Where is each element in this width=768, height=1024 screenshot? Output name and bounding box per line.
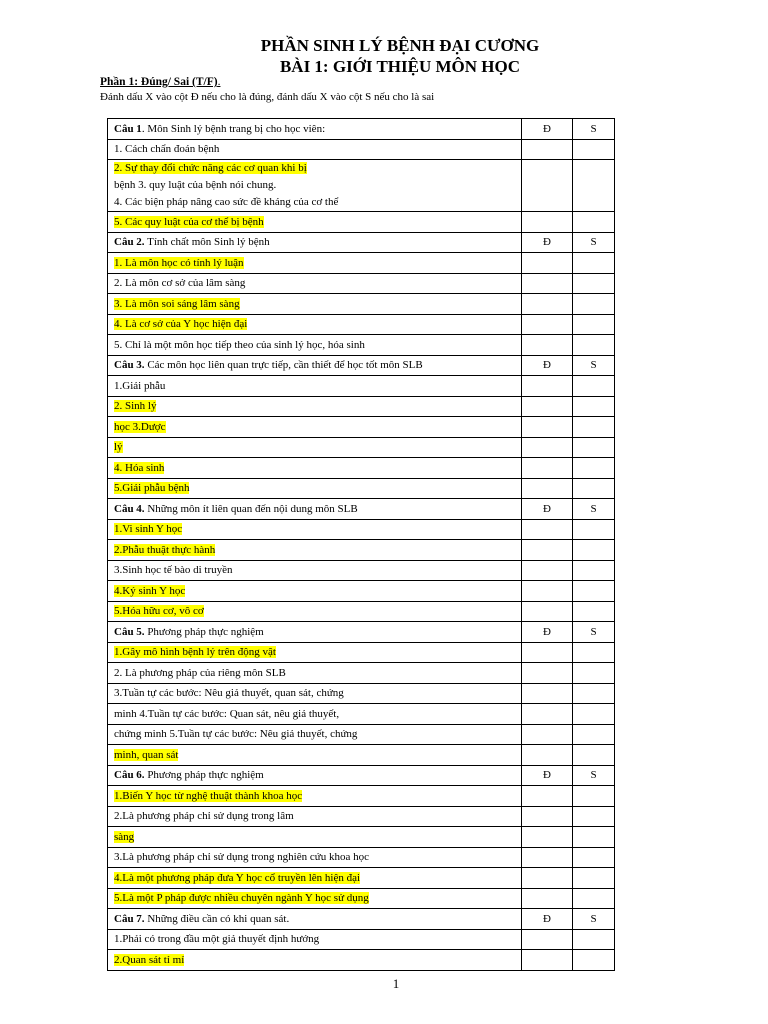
- true-column-header: Đ: [522, 622, 573, 643]
- answer-cell: chứng minh 5.Tuần tự các bước: Nêu giả thuyết, chứng: [108, 724, 522, 745]
- question-row: [108, 119, 615, 140]
- false-column-header: S: [573, 622, 615, 643]
- answer-row: [108, 847, 615, 868]
- false-mark-cell[interactable]: [573, 868, 615, 889]
- true-mark-cell[interactable]: [522, 786, 573, 807]
- true-mark-cell[interactable]: [522, 581, 573, 602]
- answer-row: [108, 683, 615, 704]
- answer-row: [108, 724, 615, 745]
- true-mark-cell[interactable]: [522, 806, 573, 827]
- answer-cell: 3.Sinh học tế bào di truyền: [108, 560, 522, 581]
- false-mark-cell[interactable]: [573, 847, 615, 868]
- answer-cell: 5. Chỉ là một môn học tiếp theo của sinh lý học, hóa sinh: [108, 335, 522, 356]
- question-table: [107, 118, 615, 971]
- answer-cell: 2.Quan sát tỉ mỉ: [108, 950, 522, 971]
- false-mark-cell[interactable]: [573, 704, 615, 725]
- true-mark-cell[interactable]: [522, 745, 573, 766]
- answer-row: [108, 335, 615, 356]
- answer-cell: minh, quan sát: [108, 745, 522, 766]
- question-cell: Câu 2. Tính chất môn Sinh lý bệnh: [108, 232, 522, 253]
- false-mark-cell[interactable]: [573, 253, 615, 274]
- true-mark-cell[interactable]: [522, 160, 573, 212]
- false-mark-cell[interactable]: [573, 335, 615, 356]
- false-mark-cell[interactable]: [573, 376, 615, 397]
- answer-row: [108, 827, 615, 848]
- answer-row: [108, 950, 615, 971]
- true-column-header: Đ: [522, 355, 573, 376]
- false-mark-cell[interactable]: [573, 478, 615, 499]
- answer-row: [108, 929, 615, 950]
- page-number: 1: [392, 976, 400, 991]
- false-mark-cell[interactable]: [573, 745, 615, 766]
- answer-row: [108, 212, 615, 233]
- answer-row: [108, 417, 615, 438]
- false-mark-cell[interactable]: [573, 519, 615, 540]
- false-mark-cell[interactable]: [573, 601, 615, 622]
- false-mark-cell[interactable]: [573, 683, 615, 704]
- answer-row: [108, 139, 615, 160]
- question-cell: Câu 6. Phương pháp thực nghiệm: [108, 765, 522, 786]
- answer-cell: 4. Là cơ sở của Y học hiện đại: [108, 314, 522, 335]
- answer-row: [108, 314, 615, 335]
- true-mark-cell[interactable]: [522, 929, 573, 950]
- false-mark-cell[interactable]: [573, 806, 615, 827]
- false-mark-cell[interactable]: [573, 212, 615, 233]
- true-mark-cell[interactable]: [522, 376, 573, 397]
- answer-row: [108, 704, 615, 725]
- answer-row: [108, 437, 615, 458]
- true-mark-cell[interactable]: [522, 601, 573, 622]
- answer-cell: 1.Vi sinh Y học: [108, 519, 522, 540]
- false-mark-cell[interactable]: [573, 581, 615, 602]
- answer-cell: 3.Là phương pháp chỉ sử dụng trong nghiên cứu khoa học: [108, 847, 522, 868]
- question-row: [108, 499, 615, 520]
- false-mark-cell[interactable]: [573, 724, 615, 745]
- question-cell: Câu 3. Các môn học liên quan trực tiếp, cần thiết để học tốt môn SLB: [108, 355, 522, 376]
- true-mark-cell[interactable]: [522, 273, 573, 294]
- question-row: [108, 765, 615, 786]
- answer-row: [108, 160, 615, 212]
- false-mark-cell[interactable]: [573, 458, 615, 479]
- false-mark-cell[interactable]: [573, 417, 615, 438]
- answer-cell: 5. Các quy luật của cơ thể bị bệnh: [108, 212, 522, 233]
- false-mark-cell[interactable]: [573, 437, 615, 458]
- false-column-header: S: [573, 119, 615, 140]
- answer-cell: 2. Là phương pháp của riêng môn SLB: [108, 663, 522, 684]
- answer-cell: 1.Phải có trong đầu một giả thuyết định hướng: [108, 929, 522, 950]
- false-mark-cell[interactable]: [573, 540, 615, 561]
- true-mark-cell[interactable]: [522, 847, 573, 868]
- question-row: [108, 909, 615, 930]
- true-column-header: Đ: [522, 765, 573, 786]
- answer-row: [108, 642, 615, 663]
- true-mark-cell[interactable]: [522, 827, 573, 848]
- lesson-title: BÀI 1: GIỚI THIỆU MÔN HỌC: [279, 57, 521, 76]
- answer-cell: 2. Sự thay đổi chức năng các cơ quan khi bị bệnh 3. quy luật của bệnh nói chung. 4. Các biện pháp nâng cao sức đề kháng của cơ thể: [108, 160, 522, 212]
- answer-cell: 3. Là môn soi sáng lâm sàng: [108, 294, 522, 315]
- false-column-header: S: [573, 499, 615, 520]
- answer-row: [108, 560, 615, 581]
- answer-row: [108, 581, 615, 602]
- true-mark-cell[interactable]: [522, 478, 573, 499]
- true-mark-cell[interactable]: [522, 417, 573, 438]
- answer-cell: 2. Là môn cơ sở của lâm sàng: [108, 273, 522, 294]
- false-column-header: S: [573, 232, 615, 253]
- true-column-header: Đ: [522, 119, 573, 140]
- false-mark-cell[interactable]: [573, 139, 615, 160]
- true-mark-cell[interactable]: [522, 294, 573, 315]
- false-mark-cell[interactable]: [573, 560, 615, 581]
- answer-cell: 1. Là môn học có tính lý luận: [108, 253, 522, 274]
- false-mark-cell[interactable]: [573, 160, 615, 212]
- false-mark-cell[interactable]: [573, 663, 615, 684]
- question-row: [108, 355, 615, 376]
- answer-cell: học 3.Dược: [108, 417, 522, 438]
- answer-row: [108, 294, 615, 315]
- false-mark-cell[interactable]: [573, 294, 615, 315]
- true-mark-cell[interactable]: [522, 519, 573, 540]
- true-mark-cell[interactable]: [522, 458, 573, 479]
- answer-cell: sàng: [108, 827, 522, 848]
- true-mark-cell[interactable]: [522, 139, 573, 160]
- answer-cell: 5.Giải phẫu bệnh: [108, 478, 522, 499]
- false-mark-cell[interactable]: [573, 786, 615, 807]
- answer-row: [108, 888, 615, 909]
- true-mark-cell[interactable]: [522, 724, 573, 745]
- answer-row: [108, 478, 615, 499]
- true-mark-cell[interactable]: [522, 212, 573, 233]
- question-cell: Câu 1. Môn Sinh lý bệnh trang bị cho học viên:: [108, 119, 522, 140]
- false-mark-cell[interactable]: [573, 888, 615, 909]
- answer-cell: 3.Tuần tự các bước: Nêu giả thuyết, quan sát, chứng: [108, 683, 522, 704]
- answer-cell: 4.Là một phương pháp đưa Y học cổ truyền lên hiện đại: [108, 868, 522, 889]
- false-mark-cell[interactable]: [573, 396, 615, 417]
- true-mark-cell[interactable]: [522, 950, 573, 971]
- answer-cell: 1.Giải phẫu: [108, 376, 522, 397]
- true-mark-cell[interactable]: [522, 704, 573, 725]
- answer-row: [108, 540, 615, 561]
- true-mark-cell[interactable]: [522, 642, 573, 663]
- true-column-header: Đ: [522, 499, 573, 520]
- true-mark-cell[interactable]: [522, 437, 573, 458]
- false-mark-cell[interactable]: [573, 273, 615, 294]
- answer-cell: 4. Hóa sinh: [108, 458, 522, 479]
- answer-cell: 5.Là một P pháp được nhiều chuyên ngành Y học sử dụng: [108, 888, 522, 909]
- answer-row: [108, 868, 615, 889]
- true-mark-cell[interactable]: [522, 396, 573, 417]
- question-cell: Câu 7. Những điều cần có khi quan sát.: [108, 909, 522, 930]
- answer-cell: 1.Biến Y học từ nghệ thuật thành khoa học: [108, 786, 522, 807]
- document-title: PHẦN SINH LÝ BỆNH ĐẠI CƯƠNG: [260, 36, 540, 55]
- answer-row: [108, 663, 615, 684]
- true-mark-cell[interactable]: [522, 868, 573, 889]
- true-mark-cell[interactable]: [522, 683, 573, 704]
- answer-row: [108, 745, 615, 766]
- false-mark-cell[interactable]: [573, 950, 615, 971]
- answer-row: [108, 458, 615, 479]
- question-cell: Câu 4. Những môn ít liên quan đến nội dung môn SLB: [108, 499, 522, 520]
- true-mark-cell[interactable]: [522, 314, 573, 335]
- false-column-header: S: [573, 355, 615, 376]
- false-column-header: S: [573, 909, 615, 930]
- answer-cell: lý: [108, 437, 522, 458]
- answer-row: [108, 396, 615, 417]
- true-mark-cell[interactable]: [522, 663, 573, 684]
- false-mark-cell[interactable]: [573, 642, 615, 663]
- answer-row: [108, 519, 615, 540]
- answer-row: [108, 273, 615, 294]
- answer-cell: 2. Sinh lý: [108, 396, 522, 417]
- instruction-text: Đánh dấu X vào cột Đ nếu cho là đúng, đánh dấu X vào cột S nếu cho là sai: [100, 91, 435, 103]
- true-mark-cell[interactable]: [522, 253, 573, 274]
- true-mark-cell[interactable]: [522, 540, 573, 561]
- answer-cell: 2.Là phương pháp chỉ sử dụng trong lâm: [108, 806, 522, 827]
- false-mark-cell[interactable]: [573, 314, 615, 335]
- answer-row: [108, 376, 615, 397]
- answer-cell: 1.Gây mô hình bệnh lý trên động vật: [108, 642, 522, 663]
- true-column-header: Đ: [522, 232, 573, 253]
- true-column-header: Đ: [522, 909, 573, 930]
- answer-cell: 5.Hóa hữu cơ, vô cơ: [108, 601, 522, 622]
- answer-row: [108, 786, 615, 807]
- answer-row: [108, 253, 615, 274]
- false-mark-cell[interactable]: [573, 827, 615, 848]
- question-row: [108, 622, 615, 643]
- answer-row: [108, 601, 615, 622]
- question-row: [108, 232, 615, 253]
- answer-cell: 2.Phẫu thuật thực hành: [108, 540, 522, 561]
- question-cell: Câu 5. Phương pháp thực nghiệm: [108, 622, 522, 643]
- answer-cell: 4.Ký sinh Y học: [108, 581, 522, 602]
- false-column-header: S: [573, 765, 615, 786]
- part-heading: Phần 1: Đúng/ Sai (T/F).: [100, 76, 221, 88]
- false-mark-cell[interactable]: [573, 929, 615, 950]
- answer-cell: minh 4.Tuần tự các bước: Quan sát, nêu giả thuyết,: [108, 704, 522, 725]
- part-label: Phần 1: Đúng/ Sai (T/F): [100, 76, 218, 88]
- answer-row: [108, 806, 615, 827]
- true-mark-cell[interactable]: [522, 560, 573, 581]
- true-mark-cell[interactable]: [522, 888, 573, 909]
- answer-cell: 1. Cách chẩn đoán bệnh: [108, 139, 522, 160]
- true-mark-cell[interactable]: [522, 335, 573, 356]
